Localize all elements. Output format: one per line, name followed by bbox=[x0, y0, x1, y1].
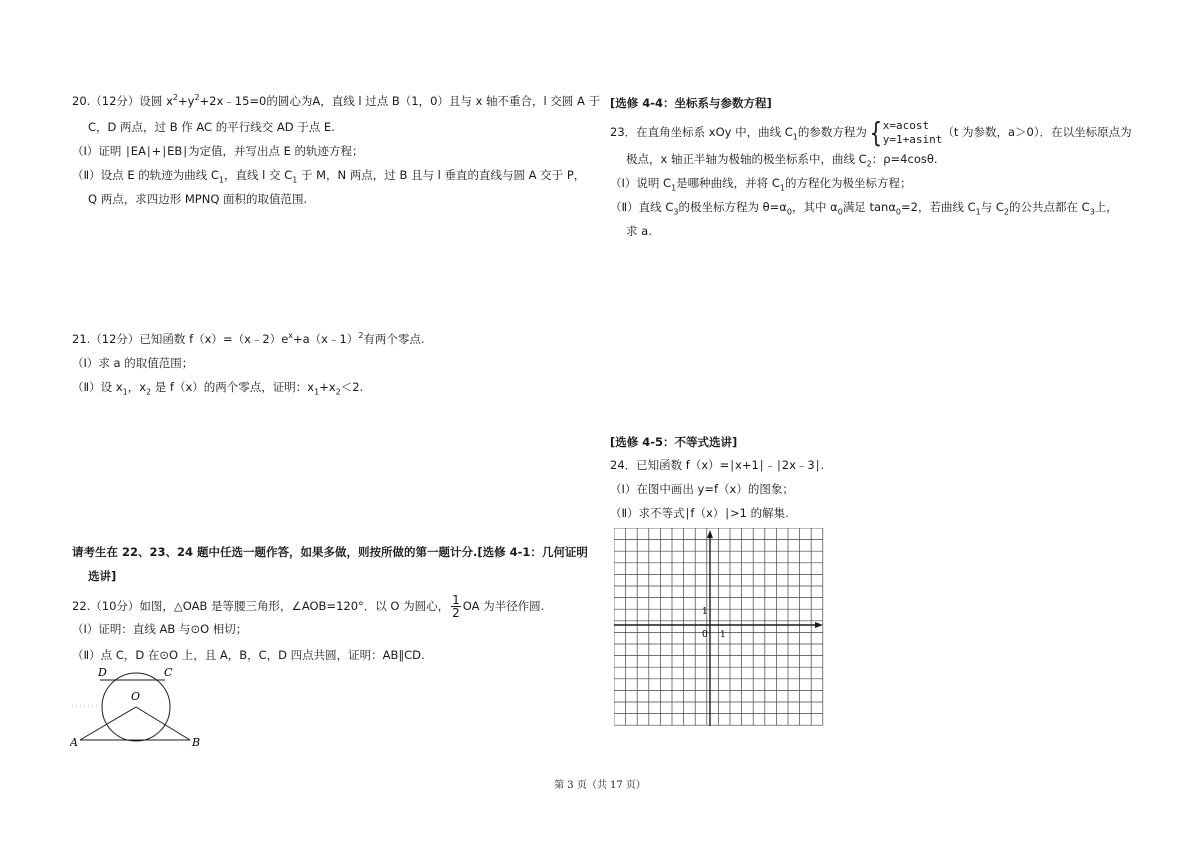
q21-text: +x bbox=[319, 380, 336, 394]
equation-x: x=acost bbox=[882, 118, 930, 132]
subscript: 1 bbox=[218, 175, 225, 185]
exponent: 2 bbox=[358, 331, 364, 341]
q21-part2 bbox=[72, 380, 364, 397]
q23-text: ：ρ=4cosθ. bbox=[871, 152, 938, 166]
q23-line5: 求 a. bbox=[626, 224, 652, 238]
exponent: x bbox=[288, 331, 293, 341]
q23-text: 上， bbox=[1094, 200, 1118, 214]
q21-text: 是 f（x）的两个零点，证明：x bbox=[151, 380, 315, 394]
q20-text: +2x﹣15=0的圆心为A，直线 l 过点 B（1，0）且与 x 轴不重合，l 交圆 A 于 bbox=[199, 94, 601, 108]
origin-label: 0 bbox=[702, 630, 708, 640]
subscript: 0 bbox=[895, 207, 901, 217]
q20-text: +y bbox=[177, 94, 195, 108]
q20-part2 bbox=[72, 168, 586, 185]
q22-text: OA 为半径作圆. bbox=[462, 599, 545, 613]
q23-text: 的极坐标方程为 θ=α bbox=[678, 200, 787, 214]
subscript: 2 bbox=[1003, 207, 1010, 217]
subscript: 1 bbox=[292, 175, 298, 185]
q20-text: 于 M，N 两点，过 B 且与 l 垂直的直线与圆 A 交于 P， bbox=[297, 168, 586, 182]
q21-text: ＜2. bbox=[340, 380, 364, 394]
q20-line2: C，D 两点，过 B 作 AC 的平行线交 AD 于点 E. bbox=[88, 120, 335, 134]
q23-text: ，其中 α bbox=[791, 200, 838, 214]
subscript: 2 bbox=[335, 387, 341, 397]
equation-y: y=1+asint bbox=[882, 132, 943, 146]
tick-label-x-1: 1 bbox=[720, 630, 726, 640]
x-axis-arrow-icon bbox=[815, 622, 823, 628]
segment-ob bbox=[136, 707, 190, 740]
q23-part1 bbox=[610, 176, 912, 193]
grid-lines bbox=[614, 528, 823, 725]
coordinate-grid bbox=[614, 528, 826, 726]
q21-part1: （Ⅰ）求 a 的取值范围； bbox=[72, 356, 194, 370]
choice-instructions-cont: 选讲] bbox=[88, 569, 117, 583]
choice-instructions: 请考生在 22、23、24 题中任选一题作答，如果多做，则按所做的第一题计分.[选修 4-1：几何证明 bbox=[72, 545, 588, 559]
q21-text: +a（x﹣1） bbox=[293, 332, 359, 346]
q23-line2 bbox=[626, 152, 938, 169]
label-d: D bbox=[98, 666, 107, 679]
fraction-numerator: 1 bbox=[452, 593, 460, 607]
subscript: 3 bbox=[673, 207, 679, 217]
section-4-5-title: [选修 4-5：不等式选讲] bbox=[610, 435, 738, 449]
q20-part1: （Ⅰ）证明 ∣EA∣+∣EB∣为定值，并写出点 E 的轨迹方程； bbox=[72, 144, 364, 158]
system-brace: { bbox=[869, 115, 883, 149]
q23-text: 的参数方程为 bbox=[797, 125, 867, 139]
q23-text: 满足 tanα bbox=[842, 200, 896, 214]
subscript: 1 bbox=[314, 387, 320, 397]
subscript: 1 bbox=[779, 183, 785, 193]
q20-line1 bbox=[72, 94, 600, 108]
q22-part2: （Ⅱ）点 C，D 在⊙O 上，且 A，B，C，D 四点共圆，证明：AB∥CD. bbox=[72, 648, 425, 662]
subscript: 0 bbox=[837, 207, 843, 217]
subscript: 2 bbox=[146, 387, 152, 397]
tick-label-y-1: 1 bbox=[702, 607, 708, 617]
label-a: A bbox=[70, 736, 78, 748]
q23-text: （t 为参数，a＞0）．在以坐标原点为 bbox=[942, 125, 1132, 139]
q23-text: 23．在直角坐标系 xOy 中，曲线 C bbox=[610, 125, 793, 139]
q22-geometry-figure bbox=[70, 662, 210, 748]
q23-line1 bbox=[610, 114, 1132, 150]
segment-oa bbox=[80, 707, 136, 740]
fraction-denominator: 2 bbox=[452, 606, 460, 620]
exponent: 2 bbox=[194, 93, 200, 103]
q21-text: （Ⅱ）设 x bbox=[72, 380, 123, 394]
q20-line5: Q 两点，求四边形 MPNQ 面积的取值范围. bbox=[88, 192, 308, 206]
subscript: 0 bbox=[786, 207, 792, 217]
q23-text: 极点，x 轴正半轴为极轴的极坐标系中，曲线 C bbox=[626, 152, 867, 166]
subscript: 2 bbox=[866, 159, 872, 169]
label-o: O bbox=[131, 690, 141, 703]
subscript: 1 bbox=[975, 207, 981, 217]
q22-line1 bbox=[72, 594, 544, 619]
q20-text: ，直线 l 交 C bbox=[224, 168, 293, 182]
subscript: 1 bbox=[122, 387, 128, 397]
q20-text: （Ⅱ）设点 E 的轨迹为曲线 C bbox=[72, 168, 219, 182]
y-axis-arrow-icon bbox=[707, 530, 713, 538]
q23-text: 的方程化为极坐标方程； bbox=[784, 176, 912, 190]
q24-part1: （Ⅰ）在图中画出 y=f（x）的图象； bbox=[610, 482, 794, 496]
q23-text: （Ⅱ）直线 C bbox=[610, 200, 674, 214]
q23-text: 与 C bbox=[980, 200, 1004, 214]
label-b: B bbox=[192, 736, 201, 748]
q24-part2: （Ⅱ）求不等式∣f（x）∣>1 的解集. bbox=[610, 506, 789, 520]
page-footer: 第 3 页（共 17 页） bbox=[554, 780, 646, 791]
subscript: 1 bbox=[792, 132, 798, 142]
subscript: 1 bbox=[671, 183, 677, 193]
q22-part1: （Ⅰ）证明：直线 AB 与⊙O 相切； bbox=[72, 622, 248, 636]
subscript: 3 bbox=[1089, 207, 1095, 217]
q24-line1: 24．已知函数 f（x）=∣x+1∣﹣∣2x﹣3∣. bbox=[610, 458, 825, 472]
q21-line1 bbox=[72, 332, 425, 346]
q23-text: =2，若曲线 C bbox=[901, 200, 976, 214]
parametric-system bbox=[883, 119, 943, 147]
q23-text: 是哪种曲线，并将 C bbox=[676, 176, 780, 190]
q20-text: 20.（12分）设圆 x bbox=[72, 94, 173, 108]
label-c: C bbox=[164, 666, 173, 679]
q21-text: 有两个零点. bbox=[363, 332, 425, 346]
q23-part2 bbox=[610, 200, 1118, 217]
q23-text: （Ⅰ）说明 C bbox=[610, 176, 672, 190]
section-4-4-title: [选修 4-4：坐标系与参数方程] bbox=[610, 96, 772, 110]
q21-text: 21.（12分）已知函数 f（x）=（x﹣2）e bbox=[72, 332, 289, 346]
q22-text: 22.（10分）如图，△OAB 是等腰三角形，∠AOB=120°．以 O 为圆心， bbox=[72, 599, 450, 613]
q23-text: 的公共点都在 C bbox=[1009, 200, 1090, 214]
q21-text: ，x bbox=[127, 380, 147, 394]
exponent: 2 bbox=[172, 93, 178, 103]
fraction-one-half bbox=[451, 594, 461, 619]
